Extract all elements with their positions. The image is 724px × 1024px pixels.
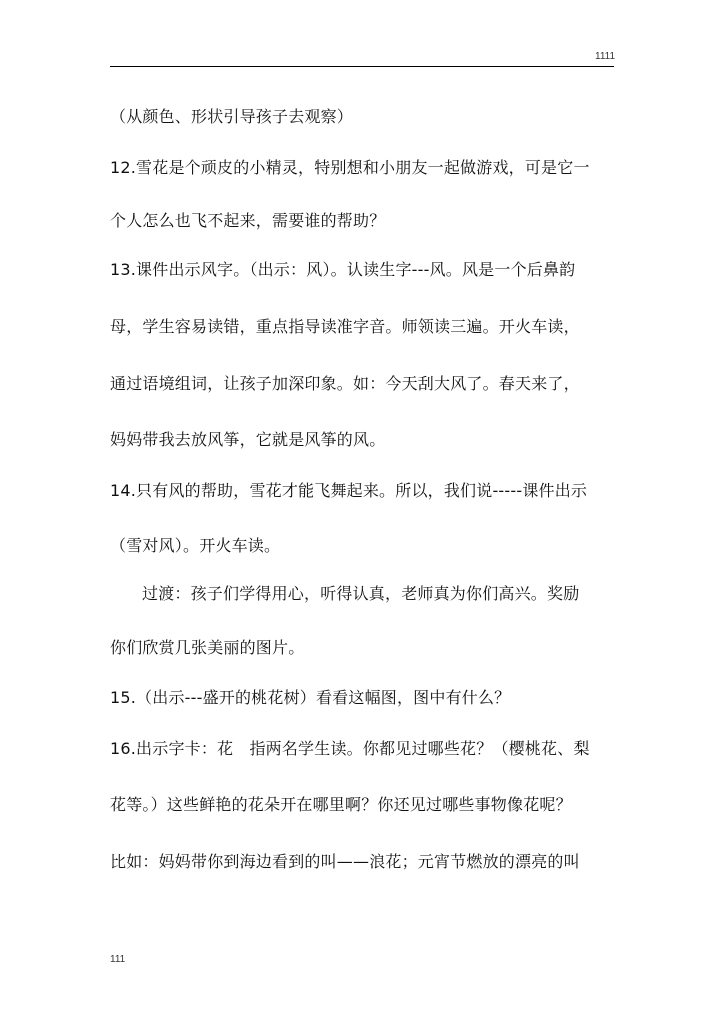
text-line: （雪对风）。开火车读。 (110, 536, 281, 555)
text-line: 13.课件出示风字。（出示：风）。认读生字---风。风是一个后鼻韵 (110, 260, 576, 279)
text-line: 妈妈带我去放风筝，它就是风筝的风。 (110, 430, 386, 449)
text-line: 你们欣赏几张美丽的图片。 (110, 638, 305, 657)
header-page-number: 1111 (595, 51, 616, 62)
text-line: 15.（出示---盛开的桃花树）看看这幅图，图中有什么？ (110, 688, 511, 707)
header-rule (110, 66, 614, 67)
footer-page-number: 111 (110, 954, 126, 965)
text-line: 14.只有风的帮助，雪花才能飞舞起来。所以，我们说-----课件出示 (110, 481, 588, 500)
text-line: 通过语境组词，让孩子加深印象。如：今天刮大风了。春天来了， (110, 374, 580, 393)
text-line: 花等。）这些鲜艳的花朵开在哪里啊？你还见过哪些事物像花呢？ (110, 795, 572, 814)
text-line: 母，学生容易读错，重点指导读准字音。师领读三遍。开火车读， (110, 317, 580, 336)
text-line: 12.雪花是个顽皮的小精灵，特别想和小朋友一起做游戏，可是它一 (110, 158, 590, 177)
text-line: 个人怎么也飞不起来，需要谁的帮助？ (110, 211, 386, 230)
text-line: 比如：妈妈带你到海边看到的叫——浪花；元宵节燃放的漂亮的叫 (110, 852, 580, 871)
text-line: 16.出示字卡：花 指两名学生读。你都见过哪些花？（樱桃花、梨 (110, 739, 590, 758)
text-line: （从颜色、形状引导孩子去观察） (110, 107, 354, 126)
text-line: 过渡：孩子们学得用心，听得认真，老师真为你们高兴。奖励 (142, 584, 580, 603)
